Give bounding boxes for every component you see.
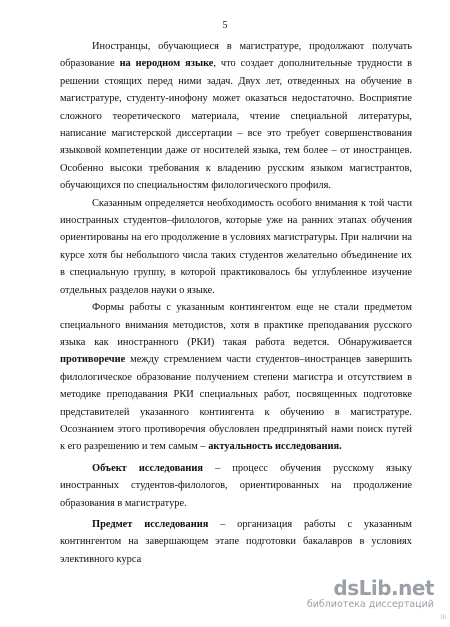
watermark-logo: dsLib.net [333,576,434,600]
text-run: Сказанным определяется необходимость особого внимания к той части иностранных студентов–филологов, которые уже на ранних этапах обучения ориентированы на его продолжение в условиях магистратуры. При наличии на курсе хотя бы небольшого числа таких студентов желательно объединение их в специальную группу, в которой практиковалось бы углубленное изучение отдельных разделов науки о языке. [60,197,412,296]
paragraph [60,38,412,195]
bold-run: противоречие [60,354,126,366]
paragraph [60,195,412,299]
text-run: Формы работы с указанным контингентом еще не стали предметом специального внимания методистов, хотя в практике преподавания русского языка как иностранного (РКИ) такая работа ведется. Обнаруживается [60,302,412,348]
watermark-subtitle: библиотека диссертаций [306,599,434,610]
paragraph [60,460,412,512]
text-run: – процесс обучения русскому языку иностранных студентов-филологов, ориентированных на продолжение образования в магистратуре. [60,462,412,509]
bold-run: актуальность исследования. [208,441,342,453]
page-number: 5 [222,20,228,31]
paragraph [60,516,412,568]
paragraph [60,299,412,456]
watermark [306,576,434,617]
text-run: – организация работы с указанным контингентом на завершающем этапе подготовки бакалавров в условиях элективного курса [60,518,412,565]
text-run: между стремлением части студентов–иностранцев завершить филологическое образование получением степени магистра и отсутствием в методике преподавания РКИ специальных работ, посвященных подготовке представителей указанного контингента к обучению в магистратуре. Осознанием этого противоречия обусловлен предпринятый нами поиск путей к его разрешению и тем самым – [60,354,412,453]
text-run: Иностранцы, обучающиеся в магистратуре, продолжают получать образование [60,41,412,70]
bold-run: Объект исследования [92,462,203,474]
bold-run: Предмет исследования [92,518,209,530]
corner-mark: III [440,614,446,621]
bold-run: на неродном языке [119,58,214,70]
text-run: , что создает дополнительные трудности в решении стоящих перед ними задач. Двух лет, отведенных на обучение в магистратуре, студенту-инофону может оказаться недостаточно. Восприятие сложного теоретического материала, чтение специальной литературы, написание магистерской диссертации – все это требует совершенствования языковой компетенции даже от носителей языка, тем более – от иностранцев. Особенно высоки требования к владению русским языком магистрантов, обучающихся по специальностям филологического профиля. [60,58,413,192]
body-text [60,38,412,568]
